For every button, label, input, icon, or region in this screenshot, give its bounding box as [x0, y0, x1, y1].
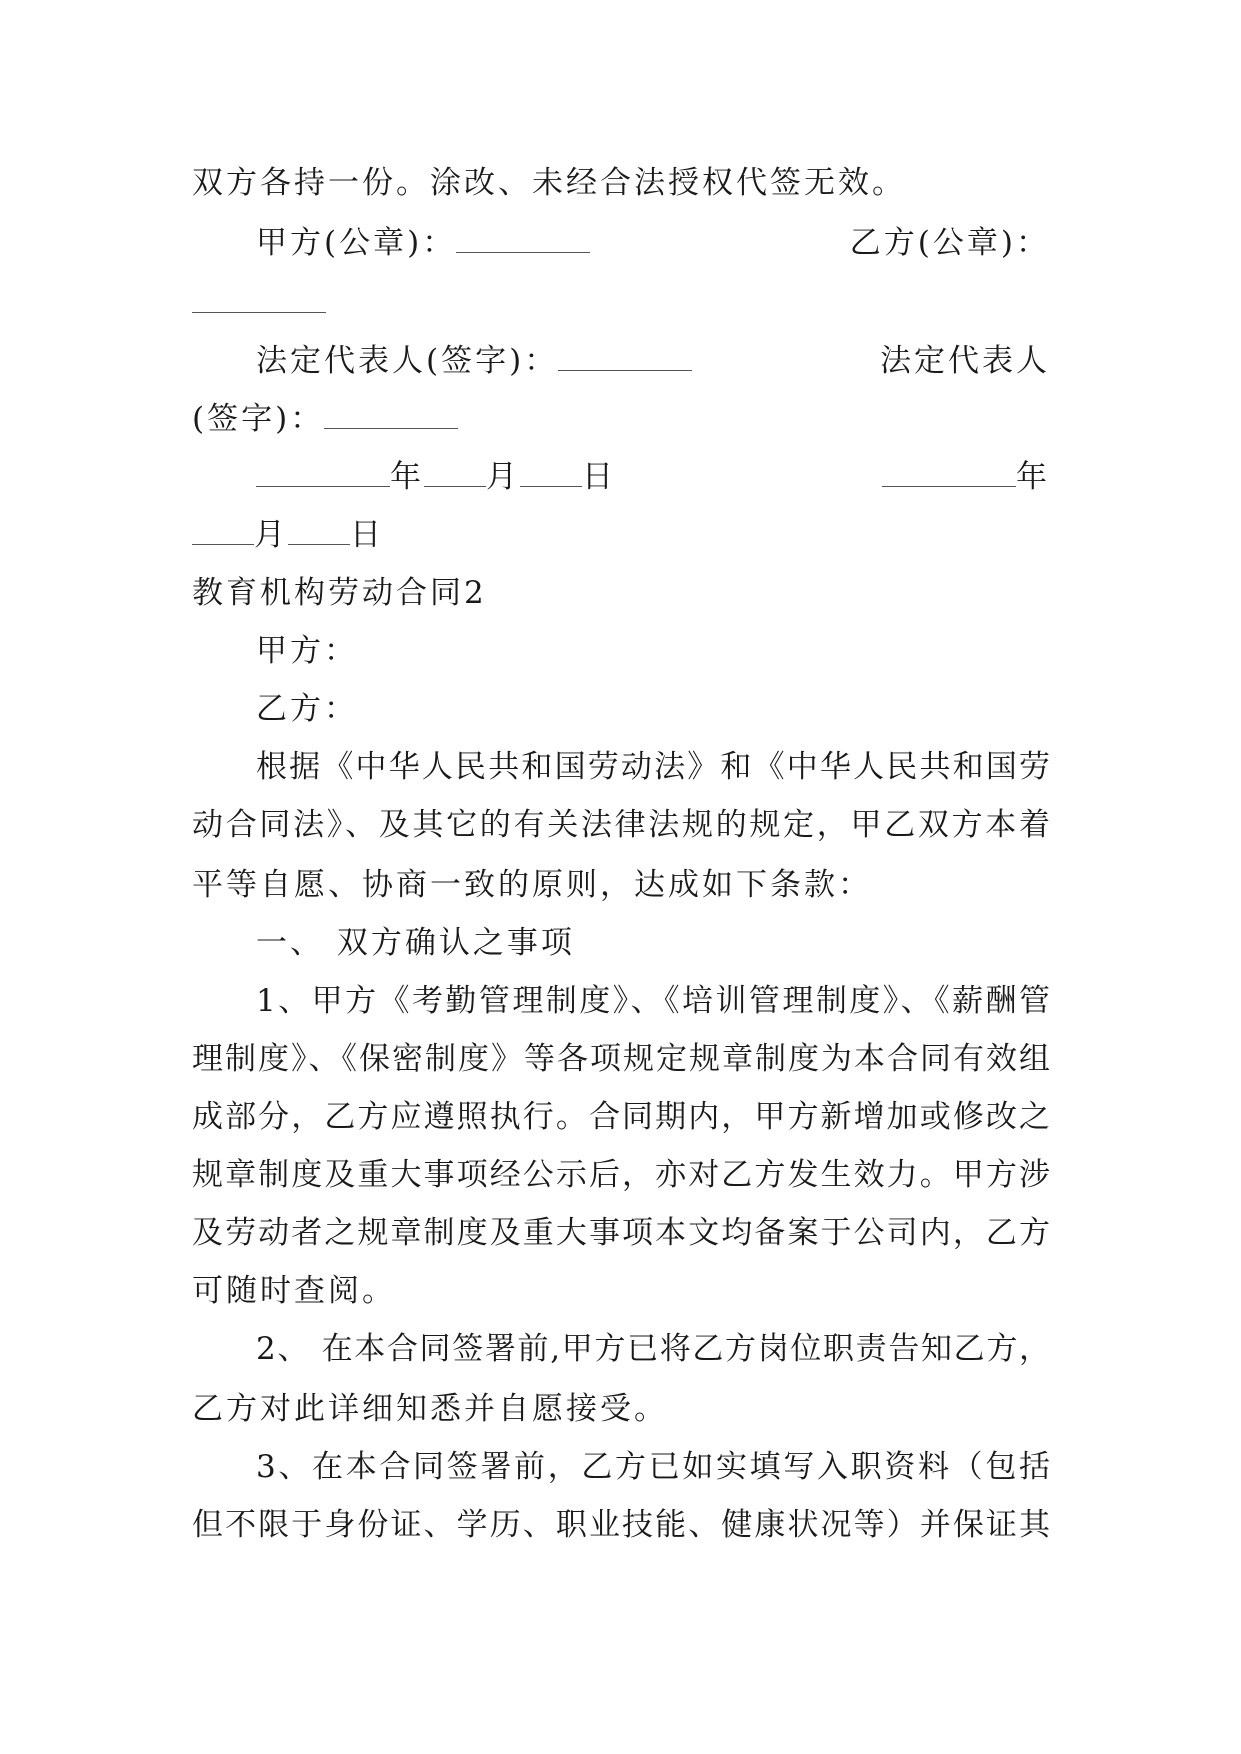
party-b-day-blank — [288, 518, 350, 545]
paragraph-line: 3、在本合同签署前，乙方已如实填写入职资料（包括 — [256, 1449, 1050, 1485]
clause-heading: 一、 双方确认之事项 — [256, 925, 575, 961]
paragraph-line: 但不限于身份证、学历、职业技能、健康状况等）并保证其 — [192, 1507, 1050, 1543]
date-line-cont — [192, 515, 1050, 555]
party-a-rep-blank — [558, 344, 692, 371]
signature-line-party-a-seal — [256, 223, 1050, 263]
party-b-rep-blank — [324, 402, 458, 429]
month-label: 月 — [486, 459, 520, 495]
paragraph-line: 动合同法》、及其它的有关法律法规的规定，甲乙双方本着 — [192, 807, 1050, 843]
paragraph-line: 乙方对此详细知悉并自愿接受。 — [192, 1391, 668, 1427]
month-blank — [424, 460, 486, 487]
party-b-date-year — [882, 457, 1050, 497]
section-title: 教育机构劳动合同2 — [192, 575, 487, 611]
party-b-rep-sign-label: (签字)： — [192, 401, 325, 437]
day-label: 日 — [582, 459, 616, 495]
party-a-line: 甲方： — [256, 633, 358, 669]
party-b-month-blank — [192, 518, 254, 545]
text-line: 双方各持一份。涂改、未经合法授权代签无效。 — [192, 165, 906, 201]
signature-line-representative — [256, 341, 1050, 381]
signature-line-representative-cont — [192, 399, 1050, 439]
party-b-day-label: 日 — [350, 517, 384, 553]
party-a-seal-blank — [456, 226, 590, 253]
party-b-month-label: 月 — [254, 517, 288, 553]
date-line — [256, 457, 1050, 497]
paragraph-line: 1、甲方《考勤管理制度》、《培训管理制度》、《薪酬管 — [256, 983, 1050, 1019]
party-b-year-blank — [882, 460, 1016, 487]
party-a-rep-label: 法定代表人(签字)： — [256, 343, 559, 379]
party-a-seal-label: 甲方(公章)： — [256, 225, 457, 261]
paragraph-line: 规章制度及重大事项经公示后，亦对乙方发生效力。甲方涉 — [192, 1157, 1050, 1193]
paragraph-line: 根据《中华人民共和国劳动法》和《中华人民共和国劳 — [256, 749, 1050, 785]
signature-blank-line — [192, 283, 1050, 323]
paragraph-line: 及劳动者之规章制度及重大事项本文均备案于公司内，乙方 — [192, 1215, 1050, 1251]
party-b-seal-blank — [192, 286, 326, 313]
paragraph-line: 理制度》、《保密制度》等各项规定规章制度为本合同有效组 — [192, 1041, 1050, 1077]
party-b-line: 乙方： — [256, 691, 358, 727]
year-label: 年 — [390, 459, 424, 495]
paragraph-line: 平等自愿、协商一致的原则，达成如下条款： — [192, 867, 872, 903]
party-b-year-label: 年 — [1016, 459, 1050, 495]
paragraph-line: 2、 在本合同签署前,甲方已将乙方岗位职责告知乙方， — [256, 1331, 1050, 1367]
party-b-rep-label: 法定代表人 — [880, 343, 1050, 379]
year-blank — [256, 460, 390, 487]
paragraph-line: 可随时查阅。 — [192, 1273, 396, 1309]
day-blank — [520, 460, 582, 487]
paragraph-line: 成部分，乙方应遵照执行。合同期内，甲方新增加或修改之 — [192, 1099, 1050, 1135]
party-b-seal-label: 乙方(公章)： — [849, 225, 1050, 261]
